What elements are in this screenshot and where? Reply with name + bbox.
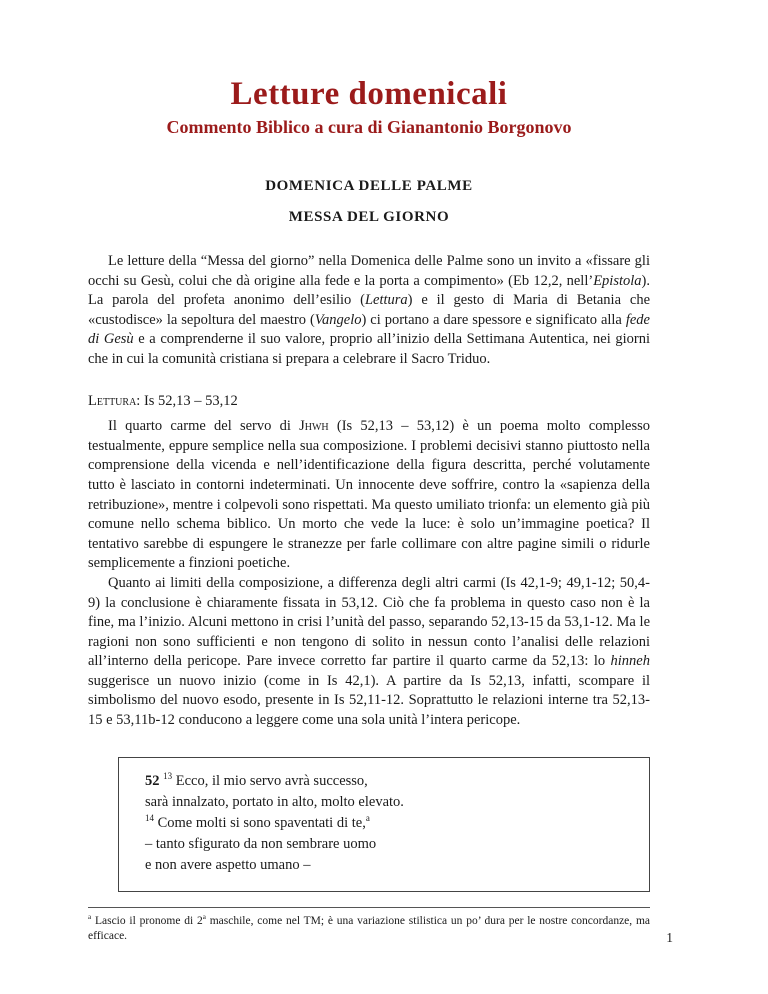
scripture-quote-box [118,757,650,892]
section-heading-messa: MESSA DEL GIORNO [288,209,450,225]
document-title: Letture domenicali [230,76,508,112]
footnote-section [88,907,650,945]
paragraph-analysis-2: Quanto ai limiti della composizione, a differenza degli altri carmi (Is 42,1-9; 49,1-12; 50,4-9) la conclusione è chiaramente fissata in 53,12. Ciò che fa problema in questo caso non è la fine, ma l’inizio. Alcuni mettono in crisi l’unità del passo, separando 52,13-15 da 53,1-12. Ma le ragioni non sono sufficienti e non tengono di solito in nessun conto l’analisi delle relazioni all’interno della pericope. Pare invece corretto far partire il quarto carme da 52,13: lo hinneh suggerisce un nuovo inizio (come in Is 42,1). A partire da Is 52,13, infatti, scompare il simbolismo del nuovo esodo, presente in Is 52,11-12. Soprattutto le relazioni interne tra 52,13-15 e 53,11b-12 conducono a leggere come una sola unità l’intera pericope. [88,574,650,729]
paragraph-analysis-1: Il quarto carme del servo di Jhwh (Is 52,13 – 53,12) è un poema molto complesso testualmente, eppure semplice nella sua composizione. I problemi decisivi stanno piuttosto nella comprensione della vicenda e nell’identificazione della figura descritta, perché volutamente tutto è lasciato in contorni indeterminati. Un innocente deve soffrire, contro la «sapienza della retribuzione», mentre i colpevoli sono rispettati. Ma questo umiliato trionfa: un elemento già più comune nello schema biblico. Un morto che vede la luce: è solo un’immagine poetica? Il tentativo sarebbe di espungere le stranezze per farle collimare con altre pagine simili o ridurle semplicemente a finzioni poetiche. [88,418,650,572]
quote-line-1: 52 $^{13}$ Ecco, il mio servo avrà successo, [145,770,368,789]
quote-line-3: $^{14}$ Come molti si sono spaventati di te,$^a$ [145,812,370,831]
quote-line-2: sarà innalzato, portato in alto, molto elevato. [145,793,404,810]
paragraph-intro: Le letture della “Messa del giorno” nella Domenica delle Palme sono un invito a «fissare gli occhi su Gesù, colui che dà origine alla fede e la porta a compimento» (Eb 12,2, nell’Epistola). La parola del profeta anonimo dell’esilio (Lettura) e il gesto di Maria di Betania che «custodisce» la sepoltura del maestro (Vangelo) ci portano a dare spessore e significato alla fede di Gesù e a comprenderne il suo valore, proprio all’inizio della Settimana Autentica, nei giorni che in cui la comunità cristiana si prepara a celebrare il Sacro Triduo. [88,253,650,367]
quote-line-5: e non avere aspetto umano – [145,856,311,873]
document-subtitle: Commento Biblico a cura di Gianantonio Borgonovo [166,117,572,137]
section-heading-domenica: DOMENICA DELLE PALME [265,178,473,194]
page-number: 1 [666,930,673,945]
reading-heading: Lettura: Is 52,13 – 53,12 [88,392,238,409]
footnote-text: $^a$ Lascio il pronome di 2$^a$ maschile, come nel TM; è una variazione stilistica un po’ dura per le nostre concordanze, ma efficace. [88,912,651,943]
quote-line-4: – tanto sfigurato da non sembrare uomo [145,835,377,852]
